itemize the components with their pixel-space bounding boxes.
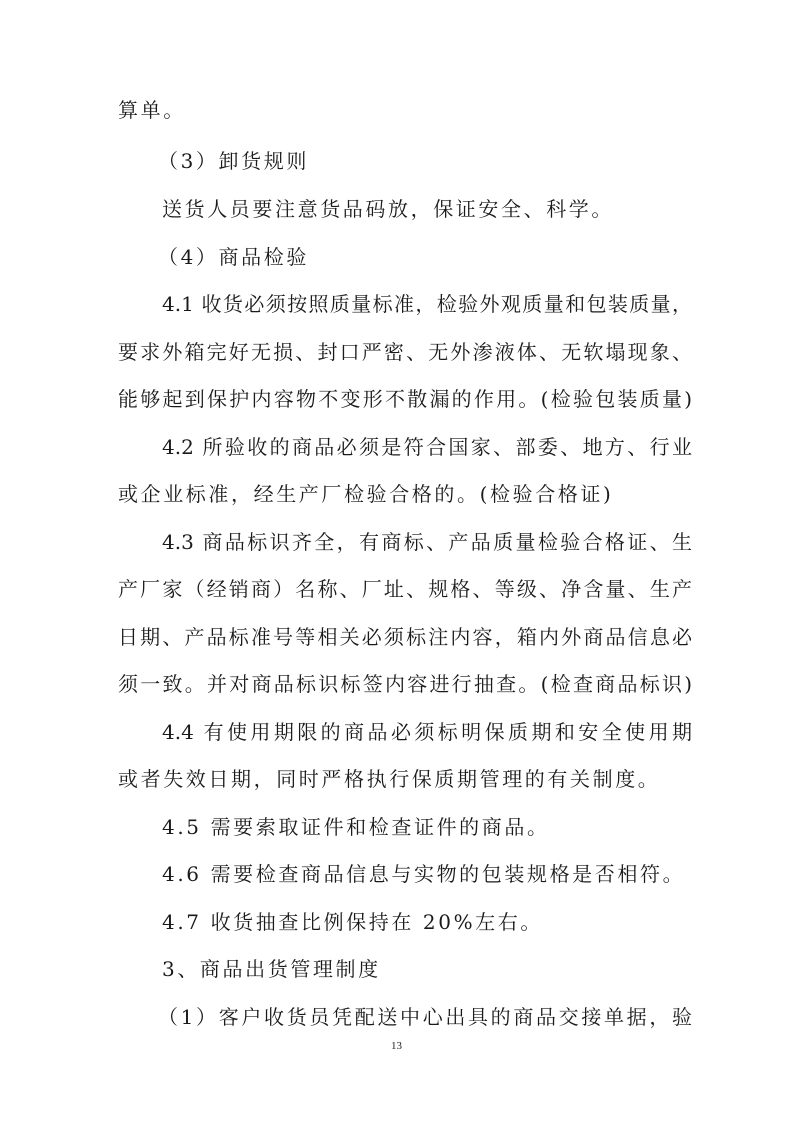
section-heading-goods-inspection: （4）商品检验 xyxy=(158,245,309,269)
paragraph-line: （1）客户收货员凭配送中心出具的商品交接单据，验 xyxy=(158,1005,692,1029)
clause-4-3-line: 须一致。并对商品标识标签内容进行抽查。(检查商品标识) xyxy=(118,672,692,696)
paragraph-line: 算单。 xyxy=(118,98,186,122)
clause-4-1-line: 能够起到保护内容物不变形不散漏的作用。(检验包装质量) xyxy=(118,387,692,411)
page-number: 13 xyxy=(391,1040,402,1052)
clause-4-3-line: 日期、产品标准号等相关必须标注内容，箱内外商品信息必 xyxy=(118,625,692,649)
clause-4-7-line: 4.7 收货抽查比例保持在 20%左右。 xyxy=(162,910,543,934)
clause-4-3-line: 产厂家（经销商）名称、厂址、规格、等级、净含量、生产 xyxy=(118,577,692,601)
clause-4-4-line: 4.4 有使用期限的商品必须标明保质期和安全使用期 xyxy=(162,720,692,744)
clause-4-6-line: 4.6 需要检查商品信息与实物的包装规格是否相符。 xyxy=(162,862,686,886)
clause-4-3-line: 4.3 商品标识齐全，有商标、产品质量检验合格证、生 xyxy=(162,530,692,554)
clause-4-1-line: 4.1 收货必须按照质量标准，检验外观质量和包装质量， xyxy=(162,292,692,316)
clause-4-5-line: 4.5 需要索取证件和检查证件的商品。 xyxy=(162,815,550,839)
section-heading-unloading-rules: （3）卸货规则 xyxy=(158,149,309,173)
clause-4-2-line: 或企业标准，经生产厂检验合格的。(检验合格证) xyxy=(118,482,614,506)
section-heading-outbound-management: 3、商品出货管理制度 xyxy=(162,957,381,981)
clause-4-1-line: 要求外箱完好无损、封口严密、无外渗液体、无软塌现象、 xyxy=(118,340,692,364)
clause-4-2-line: 4.2 所验收的商品必须是符合国家、部委、地方、行业 xyxy=(162,435,692,459)
paragraph-line: 送货人员要注意货品码放，保证安全、科学。 xyxy=(162,197,614,221)
clause-4-4-line: 或者失效日期，同时严格执行保质期管理的有关制度。 xyxy=(118,767,661,791)
